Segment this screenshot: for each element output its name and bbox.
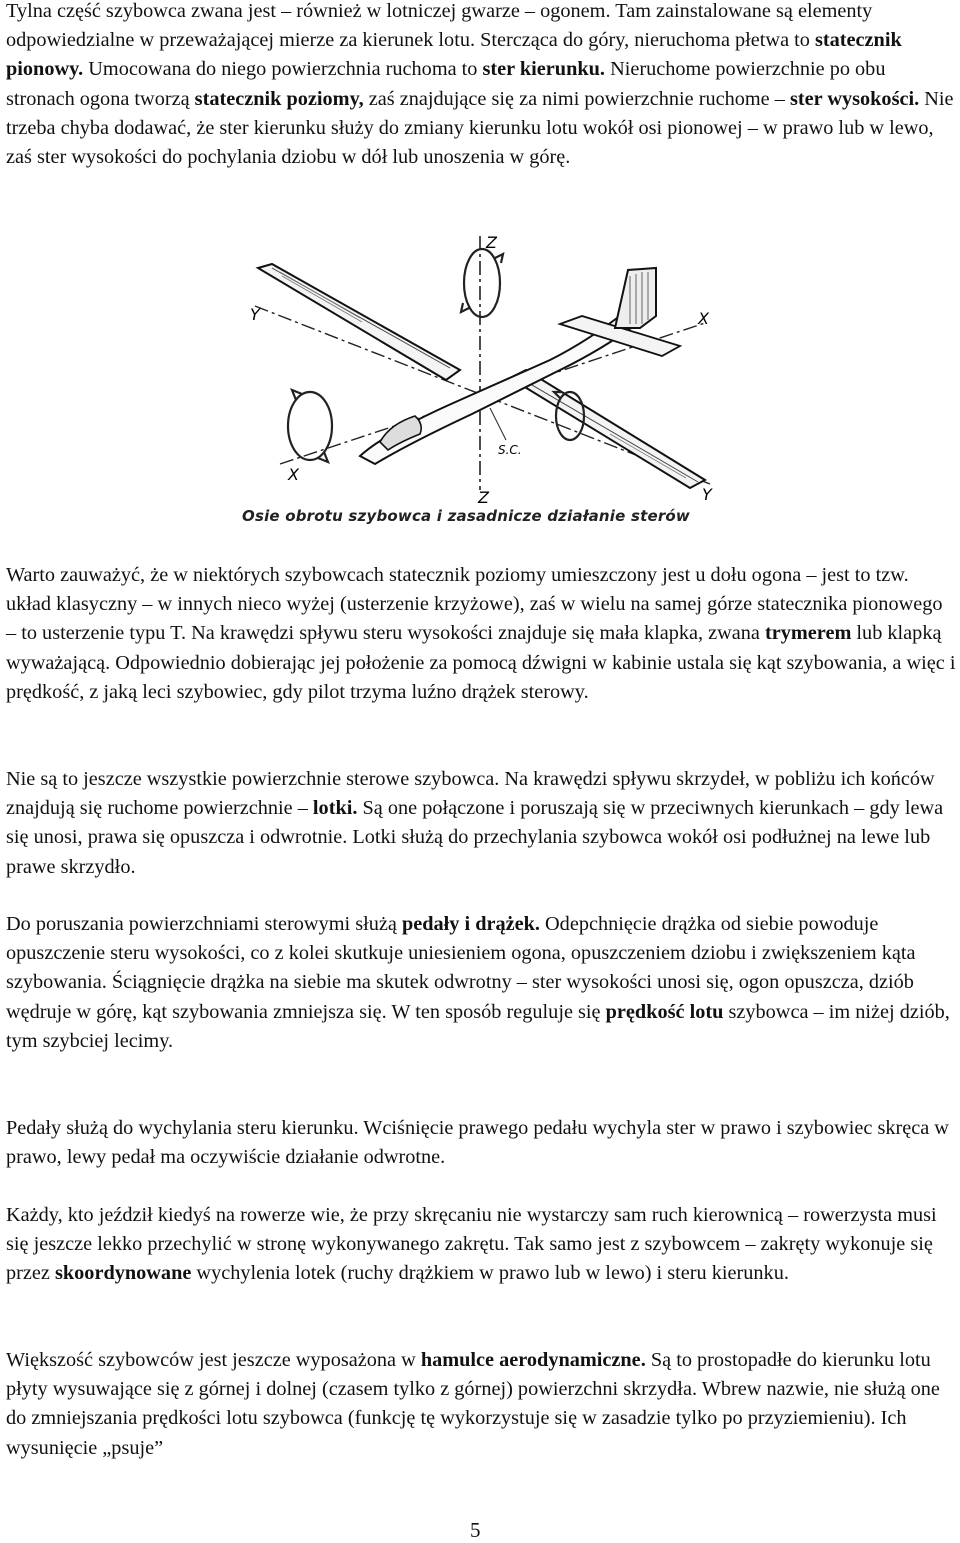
text-run: Umocowana do niego powierzchnia ruchoma to [83,58,483,81]
paragraph-controls [6,910,956,1056]
bold-term: ster wysokości. [789,87,920,110]
roll-rotation-arrow [288,390,332,462]
vertical-fin [615,268,656,328]
axis-label-x-right: X [698,309,709,328]
text-run: Odepchnięcie drążka od siebie powoduje opuszczenie steru wysokości, co z kolei skutkuje uniesieniem ogona, opuszczeniem dziobu i zwiększeniem kąta szybowania. Ściągnięcie drążka na siebie ma skutek odwrotny – ster wysokości unosi się, ogon opuszcza, dziób wędruje w górę, kąt szybowania zmniejsza się. W ten sposób reguluje się [6,913,916,1023]
axis-label-z-top: Z [486,233,497,252]
text-run: Nie trzeba chyba dodawać, że ster kierunku służy do zmiany kierunku lotu wokół osi pionowej – w prawo lub w lewo, zaś ster wysokości do pochylania dziobu w dół lub unoszenia w górę. [6,87,954,169]
text-run: Pedały służą do wychylania steru kierunku. Wciśnięcie prawego pedału wychyla ster w prawo i szybowiec skręca w prawo, lewy pedał ma oczywiście działanie odwrotne. [6,1117,949,1169]
text-run: Każdy, kto jeździł kiedyś na rowerze wie, że przy skręcaniu nie wystarczy sam ruch kierownicą – rowerzysta musi się jeszcze lekko przechylić w stronę wykonywanego zakrętu. Tak samo jest z szybowcem – zakręty wykonuje się przez [6,1204,937,1285]
text-run: Są one połączone i poruszają się w przeciwnych kierunkach – gdy lewa się unosi, prawa się opuszcza i odwrotnie. Lotki służą do przechylania szybowca wokół osi podłużnej na lewe lub prawe skrzydło. [6,797,944,878]
axis-label-y-right: Y [702,485,712,504]
axis-label-x-left: X [288,465,299,484]
bold-term: statecznik poziomy, [194,87,364,110]
bold-term: statecznik pionowy. [6,29,902,81]
text-run: lub klapką wyważającą. Odpowiednio dobierając jej położenie za pomocą dźwigni w kabinie ustala się kąt szybowania, a więc i prędkość, z jaką leci szybowiec, gdy pilot trzyma luźno drążek sterowy. [6,622,956,703]
page-number: 5 [470,1518,481,1542]
text-run: Większość szybowców jest jeszcze wyposażona w [6,1349,421,1371]
text-run: Do poruszania powierzchniami sterowymi służą [6,913,402,935]
glider-axes-figure [210,228,730,533]
paragraph-airbrakes [6,1346,956,1463]
axis-label-y-left: Y [250,305,260,324]
figure-caption: Osie obrotu szybowca i zasadnicze działanie sterów [242,507,690,525]
bold-term: hamulce aerodynamiczne. [420,1349,646,1371]
bold-term: lotki. [312,797,358,820]
text-run: Tylna część szybowca zwana jest – również w lotniczej gwarze – ogonem. Tam zainstalowane są elementy odpowiedzialne w przeważającej mierze za kierunek lotu. Stercząca do góry, nieruchoma płetwa to [6,0,873,52]
yaw-rotation-arrow [461,249,503,317]
center-of-gravity-label: S.C. [498,443,522,457]
text-run: szybowca – im niżej dziób, tym szybciej lecimy. [6,1000,950,1052]
text-run: Nieruchome powierzchnie po obu stronach ogona tworzą [6,58,886,110]
text-run: zaś znajdujące się za nimi powierzchnie ruchome – [363,87,790,110]
paragraph-coordinated-turns [6,1201,956,1289]
glider-axes-illustration [210,228,730,533]
paragraph-tail-surfaces [6,0,956,172]
paragraph-tail-layouts [6,561,956,707]
bold-term: pedały i drążek. [401,913,540,935]
paragraph-pedals [6,1114,956,1172]
text-run: wychylenia lotek (ruchy drążkiem w prawo lub w lewo) i steru kierunku. [191,1262,789,1285]
text-run: Nie są to jeszcze wszystkie powierzchnie sterowe szybowca. Na krawędzi spływu skrzydeł, w pobliżu ich końców znajdują się ruchome powierzchnie – [6,768,935,820]
axis-label-z-bottom: Z [478,488,489,507]
left-wing [258,264,460,380]
bold-term: prędkość lotu [605,1000,724,1023]
text-run: Warto zauważyć, że w niektórych szybowcach statecznik poziomy umieszczony jest u dołu ogona – jest to tzw. układ klasyczny – w innych nieco wyżej (usterzenie krzyżowe), zaś w wielu na samej górze statecznika pionowego – to usterzenie typu T. Na krawędzi spływu steru wysokości znajduje się mała klapka, zwana [6,564,943,645]
bold-term: ster kierunku. [482,58,605,81]
bold-term: trymerem [765,622,852,645]
paragraph-ailerons [6,765,956,882]
bold-term: skoordynowane [54,1262,192,1285]
text-run: Są to prostopadłe do kierunku lotu płyty wysuwające się z górnej i dolnej (czasem tylko z górnej) powierzchni skrzydła. Wbrew nazwie, nie służą one do zmniejszania prędkości lotu szybowca (funkcję tę wykorzystuje się w zasadzie tylko po przyziemieniu). Ich wysunięcie „psuje” [6,1349,940,1459]
